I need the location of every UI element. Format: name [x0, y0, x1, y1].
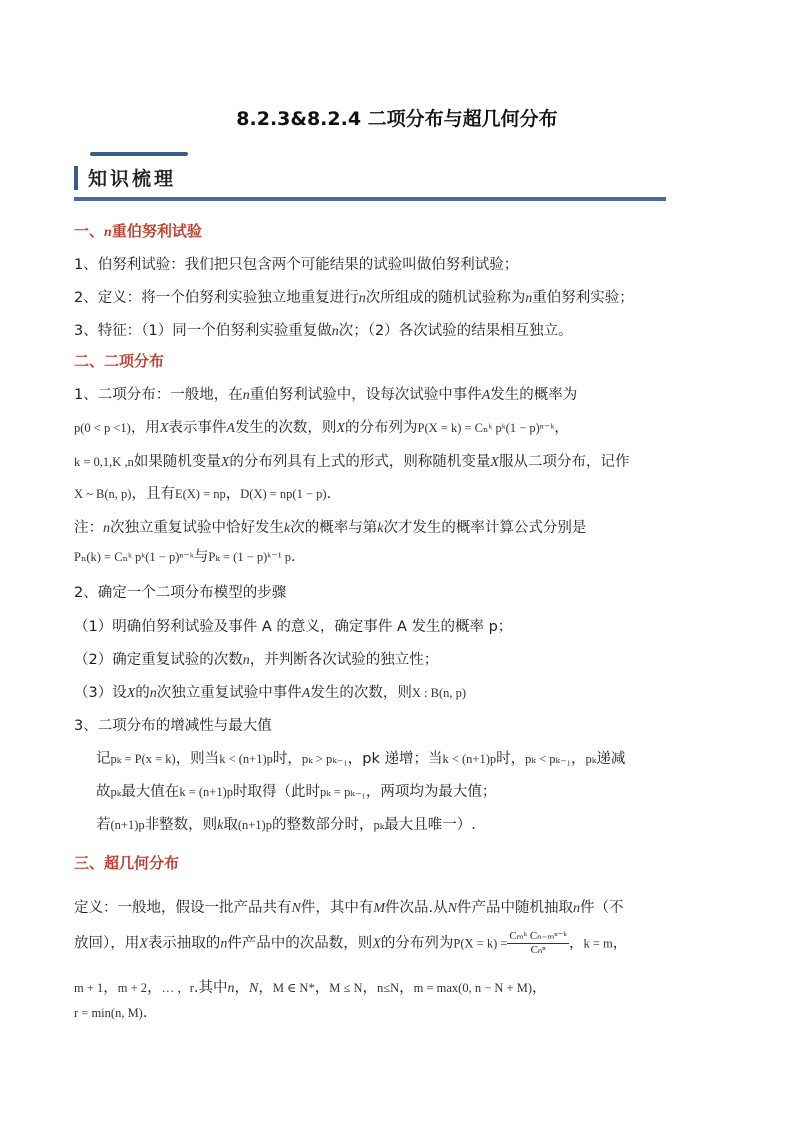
text: 最大且唯一）. — [384, 817, 476, 833]
math-N: N — [291, 901, 301, 916]
math-N: N — [447, 901, 457, 916]
formula: M ∈ N* — [272, 981, 315, 995]
formula: (n+1)p — [237, 818, 272, 832]
text: 放回），用 — [74, 935, 140, 952]
fraction-denominator: Cₙⁿ — [530, 944, 546, 956]
heading-text: 重伯努利试验 — [111, 222, 202, 240]
text: 件，其中有 — [300, 900, 374, 916]
formula: n≤N — [376, 981, 400, 995]
text: 2、定义：将一个伯努利实验独立地重复进行 — [74, 290, 359, 306]
formula: Pₖ = (1 − p)ᵏ⁻¹ p — [208, 550, 291, 564]
text: 时， — [496, 751, 526, 767]
math-n: n — [242, 388, 250, 403]
formula: P(X = k) = — [453, 936, 508, 951]
math-n: n — [358, 291, 366, 306]
math-X: X — [139, 936, 148, 952]
math-n: n — [331, 324, 339, 339]
text: （2）确定重复试验的次数 — [74, 652, 243, 668]
text: ， — [147, 980, 162, 996]
math-n: n — [525, 291, 533, 306]
text: 件（不 — [579, 900, 624, 916]
hypergeometric-line-2 — [74, 930, 627, 957]
text: 与 — [193, 549, 209, 565]
text: 的分布列为 — [380, 935, 454, 952]
math-n: n — [227, 981, 235, 996]
math-k: k — [217, 818, 224, 833]
text: 非整数，则 — [144, 817, 218, 833]
formula: m + 1 — [74, 981, 104, 995]
text: 件产品中的次品数，则 — [227, 935, 373, 952]
bernoulli-line-3 — [74, 319, 573, 340]
text: 递减 — [596, 751, 626, 767]
text: ， — [225, 486, 241, 502]
text: ， — [399, 980, 414, 996]
formula: pₖ — [373, 818, 385, 832]
formula: m + 2 — [117, 981, 148, 995]
text: 服从二项分布，记作 — [498, 454, 630, 470]
text: ， — [531, 980, 547, 996]
text: 的分布列具有上式的形式，则称随机变量 — [229, 454, 491, 470]
math-X: X — [336, 421, 345, 436]
binomial-note-line-2 — [74, 545, 296, 566]
text: 重伯努利试验中，设每次试验中事件 — [249, 387, 482, 403]
text: 次独立重复试验中事件 — [156, 685, 302, 701]
text: 3、特征：（1）同一个伯努利实验重复做 — [74, 323, 332, 339]
text: 重伯努利实验； — [532, 290, 634, 306]
text: . — [326, 486, 332, 502]
text: ， — [234, 980, 249, 996]
text: 的分布列为 — [345, 420, 418, 436]
text: 表示抽取的 — [147, 935, 221, 952]
text: ， — [554, 420, 569, 436]
formula: k < (n+1)p — [219, 752, 273, 766]
binomial-line-4 — [74, 482, 331, 503]
formula: X : B(n, p) — [411, 686, 467, 700]
monotonicity-line-3 — [96, 813, 476, 834]
section-heading-bernoulli — [74, 220, 202, 241]
binomial-step-3 — [74, 681, 466, 702]
text: 取 — [223, 817, 238, 833]
math-M: M — [373, 901, 386, 916]
fraction — [507, 930, 569, 957]
text: 次独立重复试验中恰好发生 — [110, 520, 284, 536]
text: ， — [103, 980, 118, 996]
text: ， — [314, 980, 330, 996]
text: ， — [258, 980, 273, 996]
text: ，则当 — [175, 751, 220, 767]
page-title: 8.2.3&8.2.4 二项分布与超几何分布 — [236, 108, 558, 130]
formula: pₖ — [110, 785, 122, 799]
math-k: k — [377, 521, 384, 536]
binomial-steps-heading: 2、确定一个二项分布模型的步骤 — [74, 585, 287, 601]
text: . — [142, 1005, 148, 1021]
formula: pₖ > pₖ₋₁ — [301, 752, 348, 766]
text: 的整数部分时， — [271, 817, 374, 833]
formula: Pₙ(k) = Cₙᵏ pᵏ(1 − p)ⁿ⁻ᵏ — [74, 550, 194, 564]
text: 故 — [96, 784, 111, 800]
formula: D(X) = np(1 − p) — [240, 487, 327, 501]
formula: pₖ = pₖ₋₁ — [320, 785, 366, 799]
math-n: n — [242, 653, 250, 668]
binomial-line-1 — [74, 383, 577, 404]
text: 次才发生的概率计算公式分别是 — [383, 520, 587, 536]
formula: P(X = k) = Cₙᵏ pᵏ(1 − p)ⁿ⁻ᵏ — [417, 421, 555, 435]
bernoulli-line-2 — [74, 286, 634, 307]
formula: X ~ B(n, p) — [74, 487, 132, 501]
text: 次的概率与第 — [290, 520, 378, 536]
math-N: N — [248, 981, 259, 996]
banner-underline — [74, 197, 666, 201]
math-n: n — [103, 521, 110, 536]
monotonicity-line-2 — [96, 780, 496, 801]
hypergeometric-line-3 — [74, 976, 546, 997]
binomial-line-2 — [74, 416, 569, 437]
text: 定义：一般地，假设一批产品共有 — [74, 900, 292, 916]
text: （3）设 — [74, 685, 127, 701]
formula: k = 0,1,K ,n — [74, 455, 134, 469]
section-heading-binomial: 二、二项分布 — [74, 352, 165, 370]
formula: pₖ — [585, 752, 597, 766]
text: 若 — [96, 817, 111, 833]
bernoulli-line-1: 1、伯努利试验：我们把只包含两个可能结果的试验叫做伯努利试验； — [74, 257, 519, 273]
math-n: n — [220, 936, 228, 952]
math-k: k — [284, 521, 291, 536]
formula: E(X) = np — [174, 487, 226, 501]
text: 注： — [74, 520, 103, 536]
text: 次所组成的随机试验称为 — [365, 290, 526, 306]
formula: pₖ < pₖ₋₁ — [525, 752, 572, 766]
binomial-step-1: （1）明确伯努利试验及事件 A 的意义，确定事件 A 发生的概率 p； — [74, 619, 513, 635]
math-X: X — [159, 421, 169, 436]
math-A: A — [481, 388, 491, 403]
math-n: n — [104, 225, 112, 240]
formula: … ，r — [161, 981, 194, 995]
text: 的 — [135, 685, 150, 701]
hypergeometric-line-1 — [74, 896, 623, 917]
section-heading-hypergeometric: 三、超几何分布 — [74, 854, 180, 872]
text: 记 — [96, 751, 111, 767]
text: ，并判断各次试验的独立性； — [249, 652, 439, 668]
text: 发生的次数，则 — [310, 685, 412, 701]
binomial-note-line-1 — [74, 516, 586, 537]
math-n: n — [149, 686, 157, 701]
text: ， — [568, 935, 584, 952]
text: ，两项均为最大值； — [365, 784, 497, 800]
binomial-step-2 — [74, 648, 438, 669]
text: 时取得（此时 — [233, 784, 320, 800]
text: ，pk 递增；当 — [347, 751, 443, 767]
formula: pₖ = P(x = k) — [110, 752, 176, 766]
math-X: X — [372, 936, 381, 952]
text: 件产品中随机抽取 — [456, 900, 573, 916]
text: 表示事件 — [168, 420, 227, 436]
text: 如果随机变量 — [133, 454, 221, 470]
formula: k < (n+1)p — [442, 752, 497, 766]
binomial-line-3 — [74, 450, 629, 471]
text: 发生的概率为 — [490, 387, 578, 403]
hypergeometric-line-4 — [74, 1005, 147, 1021]
math-X: X — [126, 686, 136, 701]
formula: k = (n+1)p — [179, 785, 233, 799]
heading-prefix: 一、 — [74, 222, 105, 240]
text: . — [290, 549, 296, 565]
text: 件次品.从 — [385, 900, 448, 916]
formula: k = m — [583, 936, 613, 951]
text: ，且有 — [131, 486, 175, 502]
binomial-monotonicity-heading: 3、二项分布的增减性与最大值 — [74, 718, 272, 734]
banner-left-bar — [74, 166, 78, 190]
monotonicity-line-1 — [96, 747, 625, 768]
text: 最大值在 — [121, 784, 180, 800]
fraction-numerator: Cₘᵏ Cₙ₋ₘⁿ⁻ᵏ — [509, 930, 567, 942]
math-A: A — [226, 421, 235, 436]
text: ， — [612, 935, 628, 952]
text: ，用 — [130, 420, 160, 436]
text: 1、二项分布：一般地，在 — [74, 387, 243, 403]
math-X: X — [220, 455, 230, 470]
math-X: X — [490, 455, 499, 470]
text: 发生的次数，则 — [234, 420, 337, 436]
formula: p(0 < p <1) — [74, 421, 131, 435]
banner-accent-bar — [90, 152, 188, 156]
math-A: A — [301, 686, 311, 701]
section-banner: 知识梳理 — [88, 168, 177, 190]
formula: m = max(0, n − N + M) — [413, 981, 532, 995]
text: ， — [571, 751, 586, 767]
math-n: n — [572, 901, 580, 916]
text: 时， — [272, 751, 302, 767]
formula: r = min(n, M) — [74, 1006, 143, 1020]
text: 次；（2）各次试验的结果相互独立。 — [338, 323, 573, 339]
formula: M ≤ N — [329, 981, 363, 995]
text: ， — [362, 980, 377, 996]
text: .其中 — [193, 980, 228, 996]
formula: (n+1)p — [110, 818, 145, 832]
